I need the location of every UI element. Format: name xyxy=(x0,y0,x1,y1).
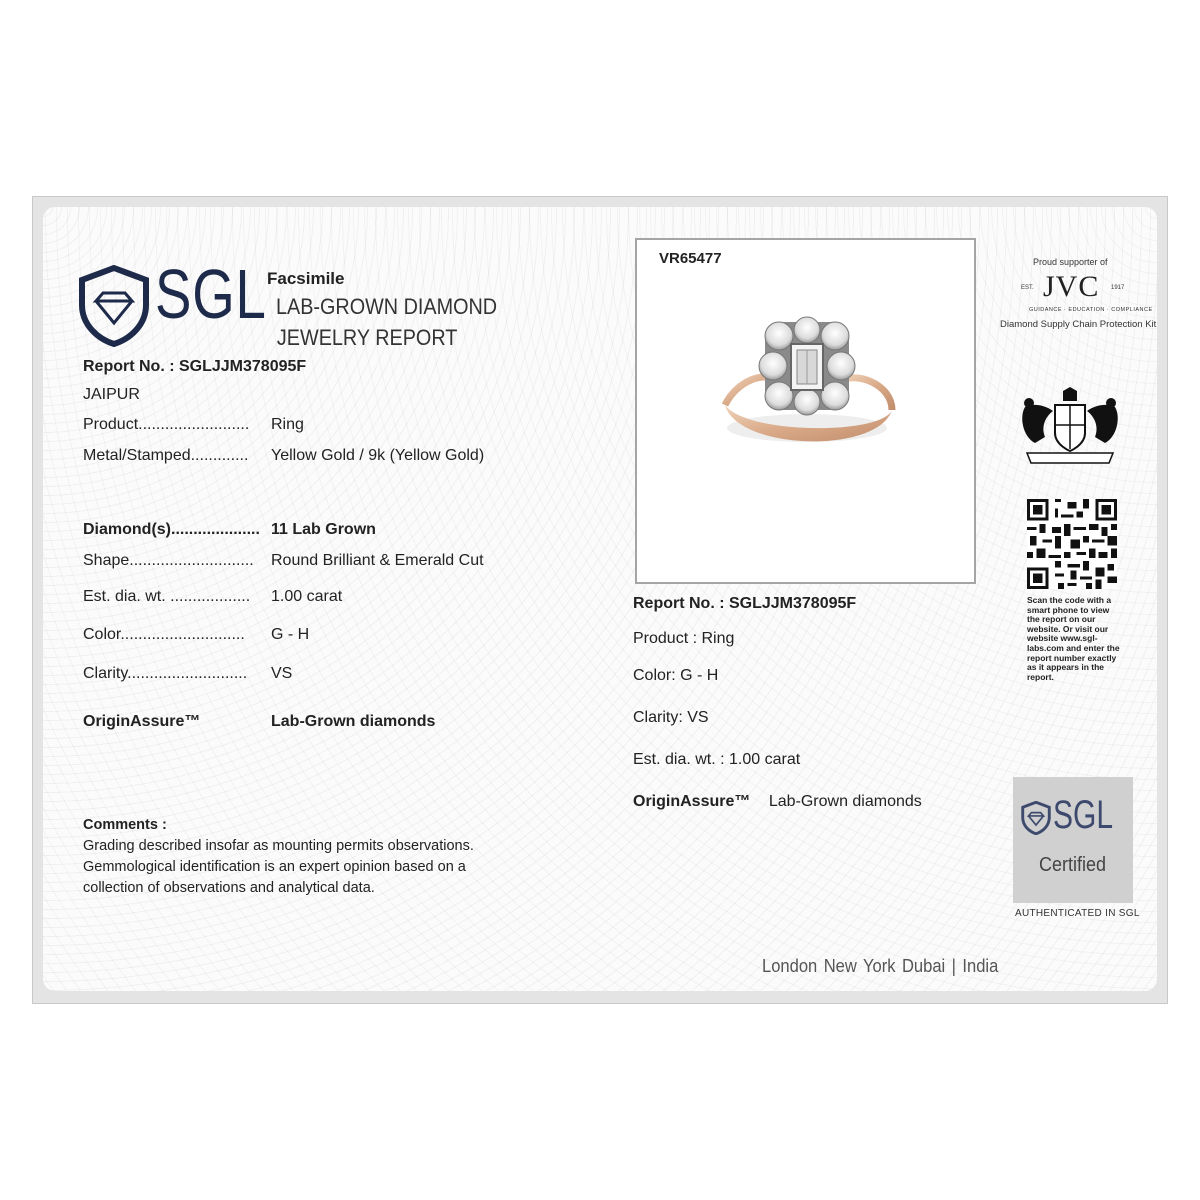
jvc-logo: JVC xyxy=(1043,270,1100,303)
row-value: Yellow Gold / 9k (Yellow Gold) xyxy=(271,447,485,464)
ring-image xyxy=(707,310,907,460)
row-shape xyxy=(83,552,484,570)
row-key: Metal/Stamped............. xyxy=(83,447,249,464)
qr-instructions: Scan the code with a smart phone to view the report on our website. Or visit our website www.sgl-labs.com and enter the report number exactly as it appears in the report. xyxy=(1027,595,1120,682)
report-title-line2: JEWELRY REPORT xyxy=(276,325,458,350)
ring-photo-frame xyxy=(635,238,976,584)
photo-code: VR65477 xyxy=(659,250,722,267)
sgl-shield-logo-icon xyxy=(78,265,150,347)
qr-code-icon xyxy=(1027,499,1117,589)
report-card xyxy=(43,207,1157,991)
comments-line: collection of observations and analytical data. xyxy=(83,880,375,896)
right-report-number: Report No. : SGLJJM378095F xyxy=(633,595,857,612)
right-origin-value: Lab-Grown diamonds xyxy=(768,793,922,810)
row-key: Diamond(s).................... xyxy=(83,521,260,538)
comments xyxy=(83,815,503,899)
locations: London New York Dubai | India xyxy=(762,956,999,976)
comments-label: Comments : xyxy=(83,817,167,833)
sgl-certified-badge xyxy=(1013,777,1133,903)
facsimile-label: Facsimile xyxy=(267,269,345,288)
row-color xyxy=(83,626,310,644)
row-value: VS xyxy=(271,665,293,682)
row-key: Est. dia. wt. .................. xyxy=(83,588,251,605)
report-title xyxy=(276,291,497,353)
jvc-kit-text: Diamond Supply Chain Protection Kit xyxy=(1000,319,1157,330)
row-key: Clarity........................... xyxy=(83,665,248,682)
city: JAIPUR xyxy=(83,386,140,403)
row-value: G - H xyxy=(271,626,310,643)
row-key: Product......................... xyxy=(83,416,250,433)
report-number: Report No. : SGLJJM378095F xyxy=(83,358,307,375)
jvc-year: 1917 xyxy=(1111,285,1125,291)
comments-line: Gemmological identification is an expert opinion based on a xyxy=(83,859,466,875)
row-diamonds xyxy=(83,521,376,539)
right-origin xyxy=(633,793,922,811)
right-product: Product : Ring xyxy=(633,630,735,647)
right-clarity: Clarity: VS xyxy=(633,709,709,726)
jvc-est: EST. xyxy=(1021,285,1034,291)
row-value: Lab-Grown diamonds xyxy=(271,713,436,730)
row-value: 1.00 carat xyxy=(271,588,343,605)
row-clarity xyxy=(83,665,293,683)
jvc-supporter-text: Proud supporter of xyxy=(1033,257,1108,267)
row-value: Round Brilliant & Emerald Cut xyxy=(271,552,484,569)
row-origin xyxy=(83,713,436,731)
right-weight: Est. dia. wt. : 1.00 carat xyxy=(633,751,801,768)
certified-label: Certified xyxy=(1039,854,1107,876)
jvc-tagline: GUIDANCE · EDUCATION · COMPLIANCE xyxy=(1029,307,1153,313)
row-key: OriginAssure™ xyxy=(83,713,201,730)
row-key: Color............................ xyxy=(83,626,245,643)
right-color: Color: G - H xyxy=(633,667,719,684)
authenticated-text: AUTHENTICATED IN SGL xyxy=(1015,908,1140,919)
coat-of-arms-icon xyxy=(1015,387,1125,465)
sgl-logo-text: SGL xyxy=(155,255,267,333)
sgl-shield-icon xyxy=(1021,801,1051,835)
report-title-line1: LAB-GROWN DIAMOND xyxy=(276,294,498,319)
row-product xyxy=(83,416,304,434)
row-key: Shape............................ xyxy=(83,552,254,569)
certified-logo-text: SGL xyxy=(1053,793,1114,837)
right-origin-label: OriginAssure™ xyxy=(633,793,751,810)
row-value: Ring xyxy=(271,416,304,433)
row-metal xyxy=(83,447,485,465)
row-weight xyxy=(83,588,343,606)
row-value: 11 Lab Grown xyxy=(271,521,376,538)
comments-line: Grading described insofar as mounting permits observations. xyxy=(83,838,474,854)
